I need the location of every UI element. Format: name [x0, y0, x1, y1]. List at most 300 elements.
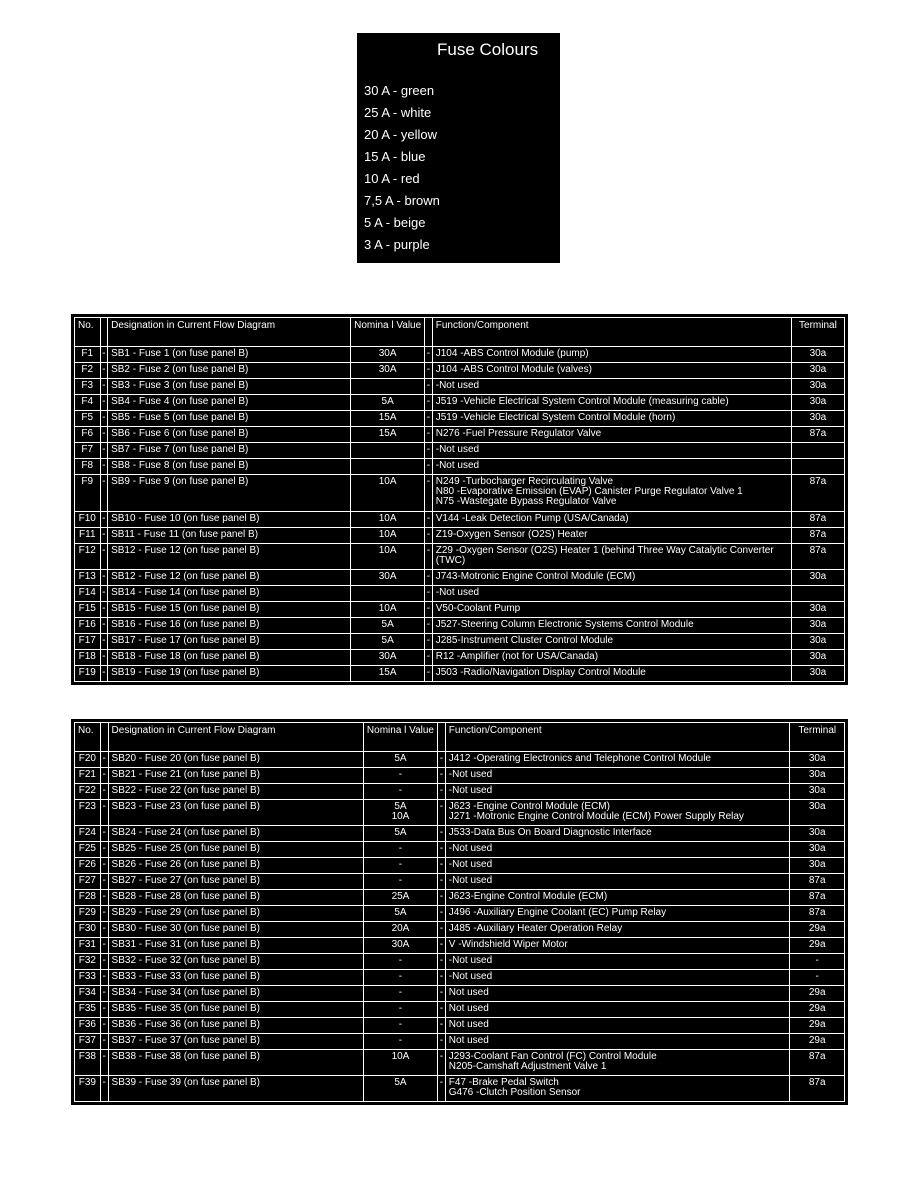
function-cell-text: J412 -Operating Electronics and Telephone Control Module: [448, 753, 711, 764]
function-cell-text: -Not used: [448, 859, 493, 870]
separator-dash: -: [101, 1002, 109, 1018]
nominal-value-cell: [351, 634, 425, 650]
fuse-number-text: F32: [78, 955, 96, 966]
function-cell: [446, 1076, 791, 1102]
nominal-value-cell: [351, 528, 425, 544]
nominal-value-cell: [351, 570, 425, 586]
separator-dash: -: [438, 1050, 446, 1076]
designation-cell-text: SB8 - Fuse 8 (on fuse panel B): [111, 460, 249, 471]
function-cell: [433, 544, 792, 570]
function-cell-text: J623 -Engine Control Module (ECM): [448, 801, 610, 812]
separator-dash: -: [101, 1050, 109, 1076]
function-cell-text: N205-Camshaft Adjustment Valve 1: [448, 1061, 607, 1072]
designation-cell: [108, 544, 351, 570]
header-designation: [109, 722, 364, 752]
function-cell: [433, 586, 792, 602]
separator-dash: -: [425, 379, 433, 395]
function-cell: [433, 411, 792, 427]
fuse-number: [74, 512, 101, 528]
fuse-number: [74, 618, 101, 634]
separator-dash: -: [101, 826, 109, 842]
header-designation: [108, 317, 351, 347]
fuse-number: [74, 858, 101, 874]
function-cell-text: J623-Engine Control Module (ECM): [448, 891, 608, 902]
nominal-value-cell: [364, 970, 438, 986]
separator-dash: -: [101, 1034, 109, 1050]
function-cell-text: J519 -Vehicle Electrical System Control Module (measuring cable): [435, 396, 729, 407]
header-terminal-text: Terminal: [799, 320, 837, 331]
nominal-value-cell-text: 10A: [378, 513, 397, 524]
function-cell: [433, 650, 792, 666]
function-cell: [446, 1050, 791, 1076]
nominal-value-cell-text: -: [398, 769, 403, 780]
nominal-value-cell: [351, 459, 425, 475]
designation-cell: [109, 970, 364, 986]
separator-dash: -: [425, 544, 433, 570]
fuse-number: [74, 363, 101, 379]
function-cell: [446, 858, 791, 874]
separator-dash: -: [101, 411, 109, 427]
separator-dash: -: [438, 890, 446, 906]
table-row: [74, 512, 845, 528]
designation-cell-text: SB28 - Fuse 28 (on fuse panel B): [111, 891, 260, 902]
designation-cell: [108, 570, 351, 586]
header-spacer: [425, 317, 433, 347]
designation-cell-text: SB6 - Fuse 6 (on fuse panel B): [111, 428, 249, 439]
separator-dash: -: [438, 1076, 446, 1102]
separator-dash: -: [425, 586, 433, 602]
table-row: [74, 427, 845, 443]
fuse-number: [74, 570, 101, 586]
fuse-number-text: F14: [78, 587, 96, 598]
fuse-number-text: F5: [81, 412, 94, 423]
table-row: [74, 411, 845, 427]
function-cell: [446, 842, 791, 858]
separator-dash: -: [425, 602, 433, 618]
separator-dash: -: [101, 970, 109, 986]
separator-dash: -: [101, 1018, 109, 1034]
nominal-value-cell: [364, 874, 438, 890]
separator-dash: -: [438, 986, 446, 1002]
designation-cell: [108, 666, 351, 682]
fuse-number-text: F26: [78, 859, 96, 870]
separator-dash: -: [425, 666, 433, 682]
nominal-value-cell-text: -: [398, 875, 403, 886]
fuse-number: [74, 475, 101, 512]
separator-dash: -: [101, 570, 109, 586]
legend-title: Fuse Colours: [437, 40, 539, 59]
terminal-cell-text: 30a: [808, 753, 826, 764]
fuse-number: [74, 427, 101, 443]
separator-dash: -: [425, 443, 433, 459]
designation-cell-text: SB17 - Fuse 17 (on fuse panel B): [111, 635, 260, 646]
nominal-value-cell-text: 5A: [394, 907, 407, 918]
table-header-row: [74, 317, 845, 347]
designation-cell-text: SB30 - Fuse 30 (on fuse panel B): [111, 923, 260, 934]
function-cell-text: -Not used: [448, 843, 493, 854]
terminal-cell: [792, 411, 845, 427]
designation-cell-text: SB15 - Fuse 15 (on fuse panel B): [111, 603, 260, 614]
fuse-number-text: F24: [78, 827, 96, 838]
fuse-number-text: F20: [78, 753, 96, 764]
nominal-value-cell-text: -: [398, 987, 403, 998]
separator-dash: -: [101, 475, 109, 512]
fuse-number: [74, 528, 101, 544]
fuse-number: [74, 752, 101, 768]
terminal-cell: [792, 363, 845, 379]
function-cell: [446, 954, 791, 970]
separator-dash: -: [101, 650, 109, 666]
nominal-value-cell-text: 5A: [381, 396, 394, 407]
designation-cell-text: SB24 - Fuse 24 (on fuse panel B): [111, 827, 260, 838]
separator-dash: -: [101, 443, 109, 459]
designation-cell-text: SB32 - Fuse 32 (on fuse panel B): [111, 955, 260, 966]
function-cell-text: J285-Instrument Cluster Control Module: [435, 635, 614, 646]
function-cell-text: Z19-Oxygen Sensor (O2S) Heater: [435, 529, 588, 540]
function-cell-text: -Not used: [435, 587, 480, 598]
designation-cell: [109, 938, 364, 954]
fuse-number-text: F2: [81, 364, 94, 375]
fuse-table-2: [71, 719, 848, 1105]
terminal-cell: [792, 544, 845, 570]
legend-item: 30 A - green: [364, 83, 435, 98]
fuse-number-text: F30: [78, 923, 96, 934]
separator-dash: -: [438, 768, 446, 784]
function-cell-text: N75 -Wastegate Bypass Regulator Valve: [435, 496, 617, 507]
separator-dash: -: [425, 427, 433, 443]
legend-list: [364, 82, 440, 258]
designation-cell: [109, 906, 364, 922]
separator-dash: -: [101, 618, 109, 634]
separator-dash: -: [425, 347, 433, 363]
fuse-number-text: F35: [78, 1003, 96, 1014]
function-cell-text: J104 -ABS Control Module (valves): [435, 364, 592, 375]
fuse-colour-legend: [357, 33, 560, 263]
header-no-text: No.: [78, 725, 94, 736]
separator-dash: -: [425, 395, 433, 411]
terminal-cell: [792, 347, 845, 363]
designation-cell: [108, 528, 351, 544]
terminal-cell: [792, 427, 845, 443]
fuse-number: [74, 395, 101, 411]
fuse-number: [74, 411, 101, 427]
designation-cell: [108, 427, 351, 443]
header-designation-text: Designation in Current Flow Diagram: [111, 725, 276, 736]
function-cell: [433, 512, 792, 528]
table-row: [74, 570, 845, 586]
separator-dash: -: [438, 842, 446, 858]
function-cell: [446, 1034, 791, 1050]
terminal-cell-text: 87a: [808, 1051, 826, 1062]
nominal-value-cell: [351, 411, 425, 427]
terminal-cell-text: 29a: [808, 1003, 826, 1014]
nominal-value-cell: [364, 800, 438, 826]
separator-dash: -: [101, 800, 109, 826]
terminal-cell: [792, 443, 845, 459]
header-spacer: [101, 722, 109, 752]
table-row: [74, 544, 845, 570]
nominal-value-cell-text: 5A: [394, 753, 407, 764]
nominal-value-cell-text: -: [398, 785, 403, 796]
fuse-number-text: F34: [78, 987, 96, 998]
table-row: [74, 443, 845, 459]
nominal-value-cell: [351, 395, 425, 411]
fuse-number-text: F10: [78, 513, 96, 524]
nominal-value-cell-text: -: [398, 1003, 403, 1014]
terminal-cell: [790, 800, 845, 826]
terminal-cell-text: -: [815, 955, 819, 966]
nominal-value-cell: [351, 586, 425, 602]
separator-dash: -: [101, 938, 109, 954]
nominal-value-cell: [351, 512, 425, 528]
function-cell: [433, 475, 792, 512]
nominal-value-cell: [351, 666, 425, 682]
nominal-value-cell-text: 10A: [391, 1051, 410, 1062]
fuse-number-text: F25: [78, 843, 96, 854]
nominal-value-cell-text: 15A: [378, 667, 397, 678]
separator-dash: -: [101, 586, 109, 602]
terminal-cell: [792, 475, 845, 512]
nominal-value-cell: [364, 1076, 438, 1102]
separator-dash: -: [438, 784, 446, 800]
fuse-number: [74, 826, 101, 842]
separator-dash: -: [101, 459, 109, 475]
nominal-value-cell: [364, 1034, 438, 1050]
function-cell: [433, 618, 792, 634]
nominal-value-cell-text: -: [398, 1035, 403, 1046]
terminal-cell: [790, 1002, 845, 1018]
designation-cell-text: SB36 - Fuse 36 (on fuse panel B): [111, 1019, 260, 1030]
header-nominal-value-text: Nomina l Value: [366, 725, 434, 736]
function-cell: [433, 347, 792, 363]
designation-cell: [108, 586, 351, 602]
terminal-cell: [792, 395, 845, 411]
terminal-cell: [790, 970, 845, 986]
separator-dash: -: [425, 363, 433, 379]
table-row: [74, 618, 845, 634]
table-row: [74, 800, 845, 826]
function-cell: [433, 459, 792, 475]
fuse-number-text: F39: [78, 1077, 96, 1088]
separator-dash: -: [438, 800, 446, 826]
separator-dash: -: [438, 752, 446, 768]
separator-dash: -: [101, 922, 109, 938]
table-row: [74, 1018, 845, 1034]
function-cell-text: G476 -Clutch Position Sensor: [448, 1087, 581, 1098]
terminal-cell: [790, 1034, 845, 1050]
designation-cell: [109, 1050, 364, 1076]
nominal-value-cell-text: 30A: [378, 571, 397, 582]
fuse-number: [74, 986, 101, 1002]
table-row: [74, 752, 845, 768]
separator-dash: -: [438, 938, 446, 954]
table-row: [74, 1034, 845, 1050]
nominal-value-cell: [364, 986, 438, 1002]
designation-cell-text: SB10 - Fuse 10 (on fuse panel B): [111, 513, 260, 524]
function-cell-text: J293-Coolant Fan Control (FC) Control Module: [448, 1051, 657, 1062]
header-nominal-value: [364, 722, 438, 752]
fuse-number: [74, 922, 101, 938]
table-row: [74, 986, 845, 1002]
terminal-cell: [790, 1018, 845, 1034]
nominal-value-cell-text: 5A: [394, 1077, 407, 1088]
terminal-cell-text: 30a: [809, 571, 827, 582]
function-cell-text: Z29 -Oxygen Sensor (O2S) Heater 1 (behind Three Way Catalytic Converter: [435, 545, 774, 556]
function-cell: [433, 634, 792, 650]
function-cell-text: J104 -ABS Control Module (pump): [435, 348, 589, 359]
function-cell-text: (TWC): [435, 555, 466, 566]
separator-dash: -: [101, 602, 109, 618]
header-no: [74, 317, 101, 347]
designation-cell: [109, 784, 364, 800]
nominal-value-cell-text: 25A: [391, 891, 410, 902]
fuse-number-text: F4: [81, 396, 94, 407]
fuse-number-text: F6: [81, 428, 94, 439]
terminal-cell: [790, 890, 845, 906]
legend-item: 7,5 A - brown: [364, 193, 440, 208]
nominal-value-cell-text: 10A: [378, 476, 397, 487]
table-row: [74, 768, 845, 784]
fuse-number: [74, 954, 101, 970]
legend-item: 3 A - purple: [364, 237, 430, 252]
function-cell-text: -Not used: [435, 444, 480, 455]
header-function-text: Function/Component: [435, 320, 529, 331]
terminal-cell: [790, 874, 845, 890]
separator-dash: -: [101, 347, 109, 363]
designation-cell: [109, 954, 364, 970]
separator-dash: -: [101, 768, 109, 784]
fuse-number: [74, 784, 101, 800]
table-row: [74, 890, 845, 906]
terminal-cell-text: 87a: [809, 529, 827, 540]
designation-cell-text: SB37 - Fuse 37 (on fuse panel B): [111, 1035, 260, 1046]
function-cell-text: J503 -Radio/Navigation Display Control Module: [435, 667, 646, 678]
table-row: [74, 970, 845, 986]
table-row: [74, 586, 845, 602]
header-function-text: Function/Component: [448, 725, 542, 736]
designation-cell-text: SB22 - Fuse 22 (on fuse panel B): [111, 785, 260, 796]
designation-cell-text: SB4 - Fuse 4 (on fuse panel B): [111, 396, 249, 407]
separator-dash: -: [101, 528, 109, 544]
terminal-cell-text: 30a: [808, 859, 826, 870]
table-row: [74, 1002, 845, 1018]
designation-cell-text: SB5 - Fuse 5 (on fuse panel B): [111, 412, 249, 423]
designation-cell: [108, 618, 351, 634]
nominal-value-cell-text: 10A: [378, 603, 397, 614]
function-cell-text: Not used: [448, 1019, 489, 1030]
terminal-cell-text: 30a: [808, 785, 826, 796]
designation-cell-text: SB18 - Fuse 18 (on fuse panel B): [111, 651, 260, 662]
nominal-value-cell-text: 10A: [378, 529, 397, 540]
function-cell: [433, 427, 792, 443]
terminal-cell: [792, 459, 845, 475]
legend-item: 5 A - beige: [364, 215, 426, 230]
terminal-cell-text: -: [815, 971, 819, 982]
fuse-number-text: F37: [78, 1035, 96, 1046]
nominal-value-cell-text: 10A: [378, 545, 397, 556]
designation-cell: [109, 890, 364, 906]
separator-dash: -: [101, 634, 109, 650]
function-cell: [446, 986, 791, 1002]
terminal-cell: [790, 784, 845, 800]
function-cell-text: Not used: [448, 1003, 489, 1014]
fuse-number: [74, 586, 101, 602]
function-cell: [446, 938, 791, 954]
table-row: [74, 363, 845, 379]
designation-cell: [108, 411, 351, 427]
designation-cell: [109, 752, 364, 768]
terminal-cell-text: 30a: [809, 635, 827, 646]
fuse-number-text: F1: [81, 348, 94, 359]
designation-cell: [108, 443, 351, 459]
nominal-value-cell: [364, 906, 438, 922]
designation-cell-text: SB29 - Fuse 29 (on fuse panel B): [111, 907, 260, 918]
separator-dash: -: [425, 411, 433, 427]
nominal-value-cell: [364, 768, 438, 784]
function-cell: [446, 752, 791, 768]
nominal-value-cell-text: 20A: [391, 923, 410, 934]
designation-cell: [108, 379, 351, 395]
function-cell: [433, 443, 792, 459]
separator-dash: -: [101, 544, 109, 570]
terminal-cell: [790, 858, 845, 874]
terminal-cell: [790, 922, 845, 938]
terminal-cell: [790, 954, 845, 970]
separator-dash: -: [438, 826, 446, 842]
terminal-cell-text: 87a: [809, 428, 827, 439]
terminal-cell: [792, 379, 845, 395]
nominal-value-cell-text: 10A: [391, 811, 410, 822]
nominal-value-cell: [364, 938, 438, 954]
function-cell-text: -Not used: [448, 785, 493, 796]
terminal-cell-text: 29a: [808, 1019, 826, 1030]
fuse-number: [74, 602, 101, 618]
separator-dash: -: [101, 395, 109, 411]
nominal-value-cell: [364, 922, 438, 938]
table-row: [74, 666, 845, 682]
nominal-value-cell: [364, 842, 438, 858]
nominal-value-cell-text: 15A: [378, 412, 397, 423]
table-row: [74, 475, 845, 512]
separator-dash: -: [101, 666, 109, 682]
function-cell: [446, 874, 791, 890]
function-cell: [433, 528, 792, 544]
terminal-cell-text: 30a: [809, 667, 827, 678]
nominal-value-cell: [351, 602, 425, 618]
fuse-number: [74, 874, 101, 890]
nominal-value-cell: [351, 544, 425, 570]
fuse-number: [74, 650, 101, 666]
fuse-number: [74, 1050, 101, 1076]
fuse-number-text: F38: [78, 1051, 96, 1062]
fuse-number-text: F8: [81, 460, 94, 471]
header-terminal: [792, 317, 845, 347]
fuse-number: [74, 379, 101, 395]
designation-cell-text: SB33 - Fuse 33 (on fuse panel B): [111, 971, 260, 982]
table-row: [74, 906, 845, 922]
fuse-number: [74, 1018, 101, 1034]
separator-dash: -: [101, 874, 109, 890]
nominal-value-cell: [364, 826, 438, 842]
separator-dash: -: [101, 906, 109, 922]
header-function: [446, 722, 791, 752]
designation-cell: [108, 512, 351, 528]
table-row: [74, 528, 845, 544]
fuse-number: [74, 906, 101, 922]
function-cell-text: V50-Coolant Pump: [435, 603, 521, 614]
fuse-number: [74, 1002, 101, 1018]
designation-cell: [109, 768, 364, 784]
